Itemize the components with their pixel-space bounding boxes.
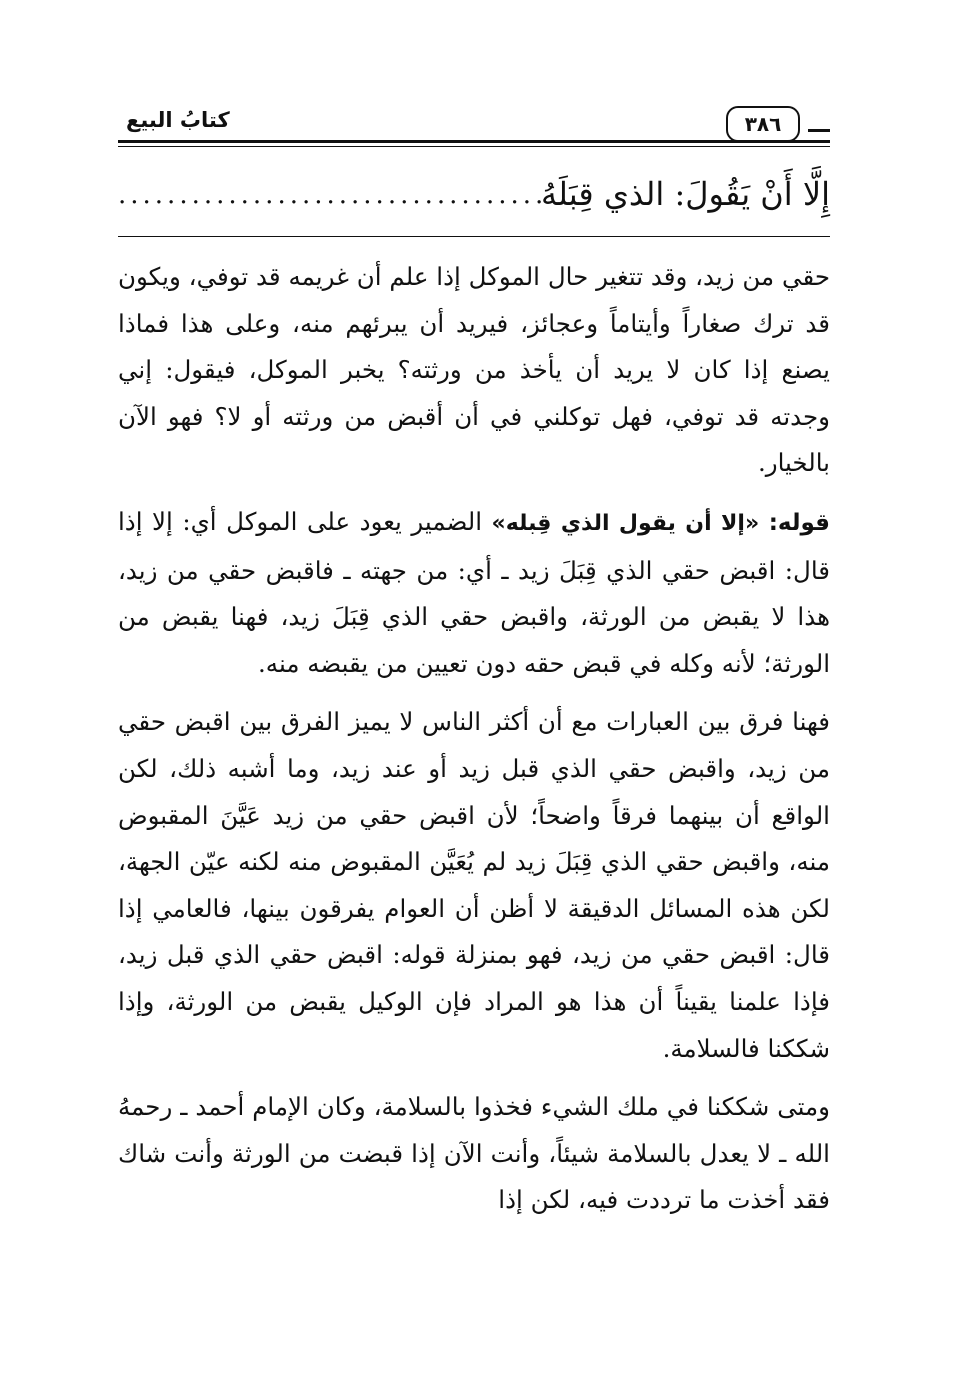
lead-word: قوله: (768, 509, 830, 536)
paragraph-3 (118, 699, 830, 1072)
paragraph-4 (118, 1084, 830, 1224)
matn-separator (118, 236, 830, 237)
paragraph-text: ومتى شككنا في ملك الشيء فخذوا بالسلامة، وكان الإمام أحمد ـ رحمهُ الله ـ لا يعدل بالسلامة شيئاً، وأنت الآن إذا قبضت من الورثة وأنت شاك فقد أخذت ما ترددت فيه، لكن إذا (118, 1092, 830, 1215)
matn-text: إِلَّا أَنْ يَقُولَ: الذي قِبَلَهُ (540, 175, 830, 213)
paragraph-1 (118, 254, 830, 487)
page-number: ٣٨٦ (726, 106, 800, 142)
header-rule-thick (118, 140, 830, 143)
paragraph-text: الضمير يعود على الموكل أي: إلا إذا قال: اقبض حقي الذي قِبَلَ زيد ـ أي: من جهته ـ فاقبض حقي من زيد، هذا لا يقبض من الورثة، واقبض حقي الذي قِبَلَ زيد، فهنا يقبض من الورثة؛ لأنه وكله في قبض حقه دون تعيين من يقبضه منه. (118, 506, 830, 678)
header-ornament (808, 129, 830, 132)
quoted-matn: «إلا أن يقول الذي قِبله» (491, 510, 760, 536)
paragraph-text: فهنا فرق بين العبارات مع أن أكثر الناس لا يميز الفرق بين اقبض حقي من زيد، واقبض حقي الذي قبل زيد أو عند زيد، وما أشبه ذلك، لكن الواقع أن بينهما فرقاً واضحاً؛ لأن اقبض حقي من زيد عَيَّنَ المقبوض منه، واقبض حقي الذي قِبَلَ زيد لم يُعَيَّن المقبوض منه لكنه عيّن الجهة، لكن هذه المسائل الدقيقة لا أظن أن العوام يفرقون بينها، فالعامي إذا قال: اقبض حقي من زيد، فهو بمنزلة قوله: اقبض حقي الذي قبل زيد، فإذا علمنا يقيناً أن هذا هو المراد فإن الوكيل يقبض من الورثة، وإذا شككنا فالسلامة. (118, 707, 830, 1063)
page-header (118, 106, 830, 154)
header-rule-thin (118, 146, 830, 147)
matn-dots: ................................... (118, 180, 548, 210)
paragraph-2 (118, 499, 830, 687)
matn-line (118, 170, 830, 226)
paragraph-text: حقي من زيد، وقد تتغير حال الموكل إذا علم أن غريمه قد توفي، ويكون قد ترك صغاراً وأيتاماً وعجائز، فيريد أن يبرئهم منه، وعلى هذا فماذا يصنع إذا كان لا يريد أن يأخذ من ورثته؟ يخبر الموكل، فيقول: إني وجدته قد توفي، فهل توكلني في أن أقبض من ورثته أو لا؟ فهو الآن بالخيار. (118, 262, 830, 478)
commentary-body (118, 254, 830, 1236)
running-title: كتابُ البيع (126, 108, 230, 132)
